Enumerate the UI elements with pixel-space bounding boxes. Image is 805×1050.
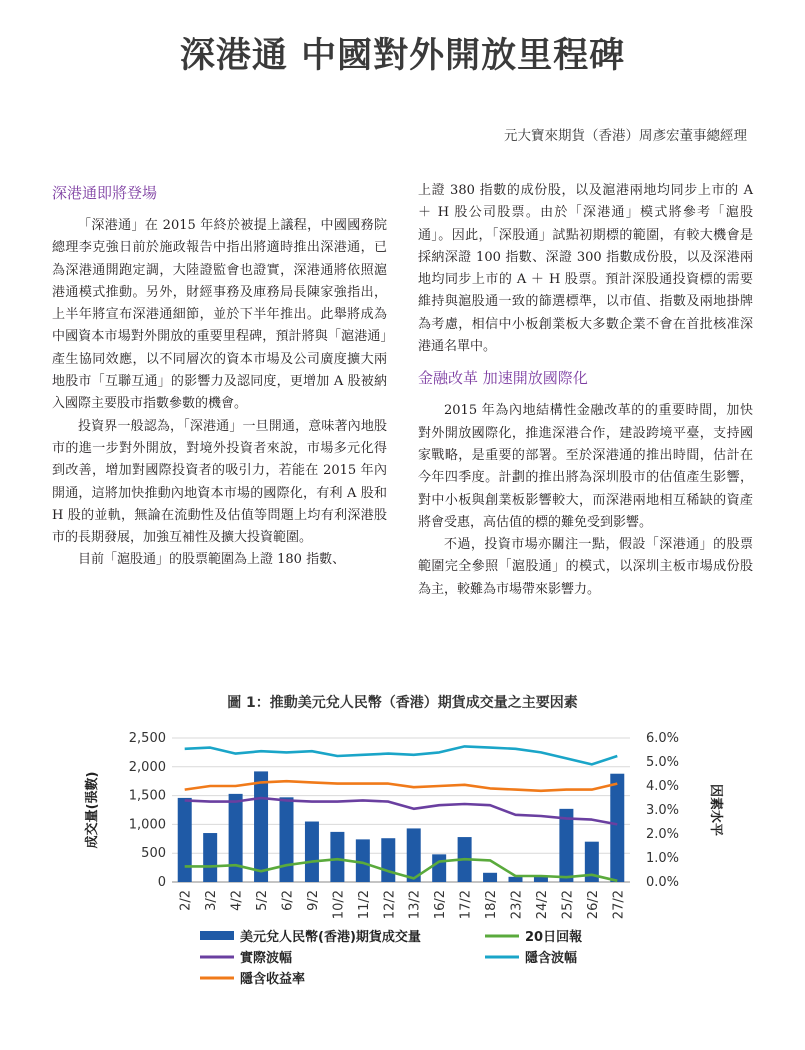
y-tick-label: 0 xyxy=(157,875,166,890)
x-tick-label: 10/2 xyxy=(331,890,347,920)
x-tick-label: 3/2 xyxy=(204,890,220,911)
y2-tick-label: 6.0% xyxy=(646,731,680,746)
legend-label: 隱含收益率 xyxy=(240,972,306,987)
left-column xyxy=(52,182,387,572)
paragraph: 投資界一般認為，「深港通」一旦開通，意味著內地股市的進一步對外開放，對境外投資者來說，市場多元化得到改善，增加對國際投資者的吸引力，若能在 2015 年內開通，這將加快推動內地資本市場的國際化，有利 A 股和 H 股的並軌，無論在流動性及估值等問題上均有利深港股市的長期發展，加強互補性及擴大投資範圍。 xyxy=(52,418,387,546)
y2-tick-label: 3.0% xyxy=(646,803,680,818)
bar xyxy=(203,833,217,882)
x-tick-label: 25/2 xyxy=(560,890,576,920)
x-tick-label: 12/2 xyxy=(382,890,398,920)
bar xyxy=(330,832,344,882)
series-line xyxy=(185,798,618,824)
paragraph: 2015 年為內地結構性金融改革的的重要時間，加快對外開放國際化，推進深港合作，建設跨境平臺，支持國家戰略，是重要的部署。至於深港通的推出時間，估計在今年四季度。計劃的推出將為深圳股市的估值產生影響，對中小板與創業板影響較大，而深港兩地相互稀缺的資產將會受惠，高估值的標的難免受到影響。 xyxy=(418,403,753,530)
y2-tick-label: 0.0% xyxy=(646,875,680,890)
x-tick-label: 6/2 xyxy=(280,890,296,911)
series-line xyxy=(185,859,618,881)
y-axis-title: 成交量(張數) xyxy=(85,771,100,849)
x-tick-label: 13/2 xyxy=(407,890,423,920)
x-tick-label: 5/2 xyxy=(255,890,271,911)
x-tick-label: 2/2 xyxy=(178,890,194,911)
x-tick-label: 9/2 xyxy=(305,890,321,911)
y2-tick-label: 1.0% xyxy=(646,851,680,866)
x-tick-label: 11/2 xyxy=(356,890,372,920)
paragraph: 目前「滬股通」的股票範圍為上證 180 指數、 xyxy=(78,552,346,568)
legend-swatch xyxy=(200,931,234,940)
bar xyxy=(610,774,624,882)
x-tick-label: 16/2 xyxy=(433,890,449,920)
bar xyxy=(254,771,268,882)
y2-axis-title: 因素水平 xyxy=(708,783,723,837)
y-tick-label: 2,500 xyxy=(128,731,166,746)
x-tick-label: 24/2 xyxy=(534,890,550,920)
y-tick-label: 1,500 xyxy=(128,788,166,804)
legend-label: 實際波幅 xyxy=(240,951,293,966)
section-heading-2: 金融改革 加速開放國際化 xyxy=(418,369,588,388)
x-tick-label: 23/2 xyxy=(509,890,525,920)
x-tick-label: 27/2 xyxy=(611,890,627,920)
bar xyxy=(229,794,243,882)
chart-title: 圖 1：推動美元兌人民幣（香港）期貨成交量之主要因素 xyxy=(227,695,578,711)
author-byline: 元大寶來期貨（香港）周彥宏董事總經理 xyxy=(504,128,747,144)
volume-factors-chart xyxy=(0,712,805,1012)
series-line xyxy=(185,781,618,791)
section-heading-1: 深港通即將登場 xyxy=(52,184,158,202)
bar xyxy=(432,854,446,882)
legend-label: 20日回報 xyxy=(525,930,583,945)
y2-tick-label: 4.0% xyxy=(646,779,680,794)
bar xyxy=(305,822,319,882)
bar xyxy=(381,838,395,882)
x-tick-label: 4/2 xyxy=(229,890,245,911)
y-tick-label: 1,000 xyxy=(128,817,166,833)
x-tick-label: 26/2 xyxy=(585,890,601,920)
paragraph: 上證 380 指數的成份股，以及滬港兩地均同步上市的 A ＋ H 股公司股票。由於「深港通」模式將參考「滬股通」。因此，「深股通」試點初期標的範圍，有較大機會是採納深證 100 指數、深證 300 指數成份股，以及深港兩地均同步上市的 A ＋ H 股票。預計深股通投資標的需要維持與滬股通一致的篩選標準，以市值、指數及兩地掛牌為考慮，相信中小板創業板大多數企業不會在首批核准深港通名單中。 xyxy=(418,183,753,355)
y2-tick-label: 2.0% xyxy=(646,827,680,842)
legend-label: 美元兌人民幣(香港)期貨成交量 xyxy=(240,930,421,945)
series-line xyxy=(185,746,618,764)
bar xyxy=(509,877,523,882)
paragraph: 不過，投資市場亦關注一點，假設「深港通」的股票範圍完全參照「滬股通」的模式，以深圳主板市場成份股為主，較難為市場帶來影響力。 xyxy=(418,537,753,597)
bar xyxy=(280,797,294,882)
x-tick-label: 17/2 xyxy=(458,890,474,920)
bar xyxy=(178,798,192,882)
bar xyxy=(483,873,497,882)
paragraph: 「深港通」在 2015 年終於被提上議程，中國國務院總理李克強日前於施政報告中指出將適時推出深港通，已為深港通開跑定調，大陸證監會也證實，深港通將依照滬港通模式推動。另外，財經事務及庫務局長陳家強指出，上半年將宣布深港通細節，並於下半年推出。此舉將成為中國資本市場對外開放的重要里程碑，預計將與「滬港通」產生協同效應，以不同層次的資本市場及公司廣度擴大兩地股市「互聯互通」的影響力及認同度，更增加 A 股被納入國際主要股市指數參數的機會。 xyxy=(52,218,387,412)
bar xyxy=(356,839,370,882)
x-tick-label: 18/2 xyxy=(484,890,500,920)
legend-label: 隱含波幅 xyxy=(525,951,578,966)
y-tick-label: 500 xyxy=(141,846,166,862)
y-tick-label: 2,000 xyxy=(128,759,166,775)
right-column xyxy=(418,180,753,601)
page-title: 深港通 中國對外開放里程碑 xyxy=(179,36,626,76)
y2-tick-label: 5.0% xyxy=(646,755,680,770)
